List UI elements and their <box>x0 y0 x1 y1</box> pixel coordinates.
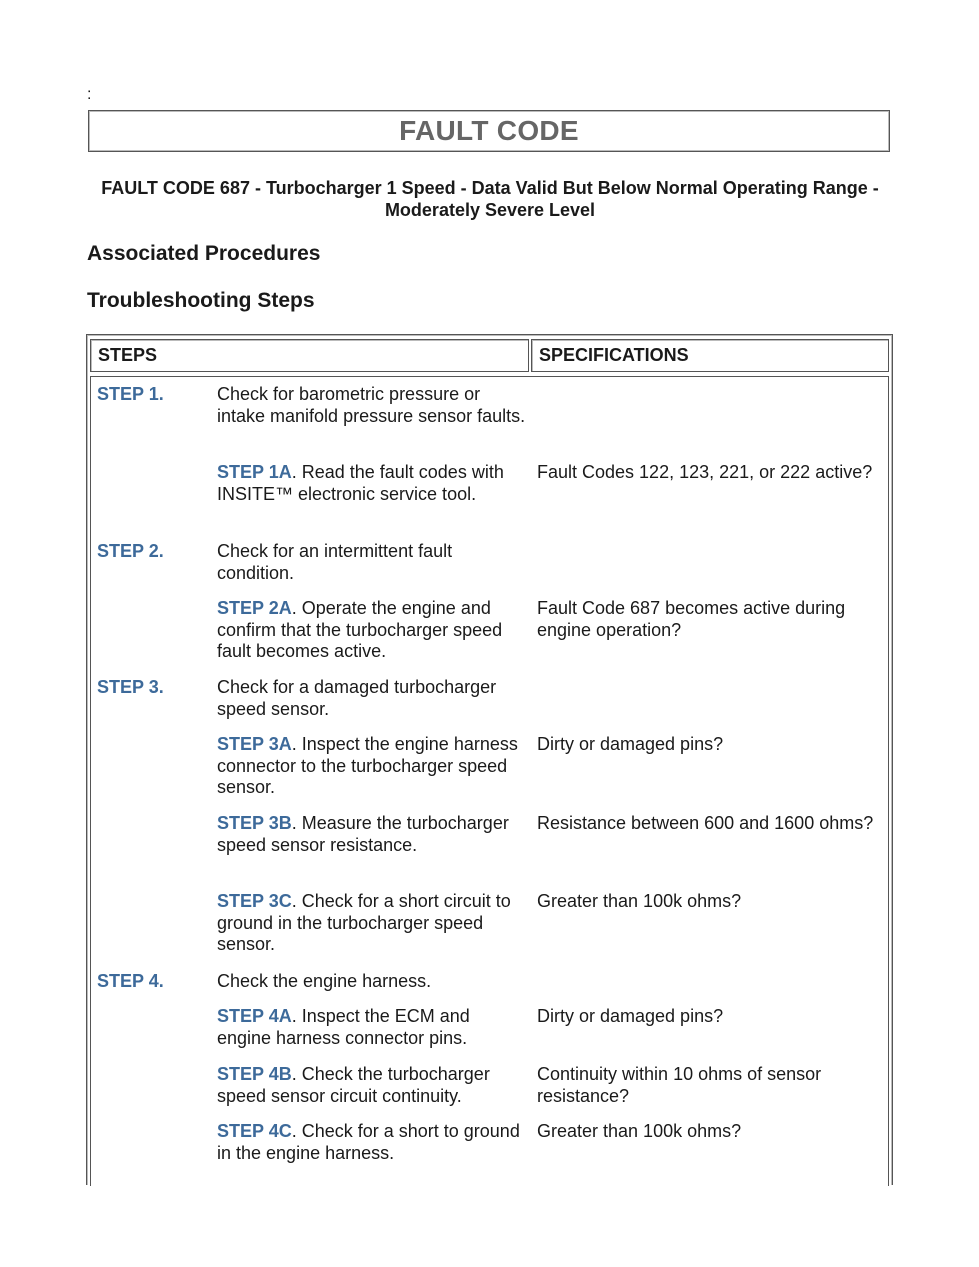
page-title: FAULT CODE <box>399 115 579 146</box>
header-steps: STEPS <box>90 339 529 372</box>
substep-description: STEP 4A. Inspect the ECM and engine harness connector pins. <box>217 1006 470 1048</box>
substep-link[interactable]: STEP 3C <box>217 891 292 911</box>
step-number[interactable]: STEP 4. <box>97 971 164 991</box>
substep-link[interactable]: STEP 3B <box>217 813 292 833</box>
substep-link[interactable]: STEP 2A <box>217 598 292 618</box>
step-number[interactable]: STEP 3. <box>97 677 164 697</box>
substep-description: STEP 4B. Check the turbocharger speed sensor circuit continuity. <box>217 1064 490 1106</box>
step-specification: Dirty or damaged pins? <box>537 1006 724 1026</box>
title-banner <box>88 110 890 152</box>
page-prefix: : <box>87 86 92 103</box>
step-number[interactable]: STEP 2. <box>97 541 164 561</box>
substep-link[interactable]: STEP 3A <box>217 734 292 754</box>
troubleshooting-steps-heading: Troubleshooting Steps <box>87 289 315 312</box>
step-description: Check for a damaged turbocharger speed sensor. <box>217 677 497 719</box>
step-specification: Continuity within 10 ohms of sensor resistance? <box>537 1064 822 1106</box>
substep-description: STEP 2A. Operate the engine and confirm that the turbocharger speed fault becomes active. <box>217 598 503 661</box>
step-description: Check the engine harness. <box>217 971 432 991</box>
substep-link[interactable]: STEP 4C <box>217 1121 292 1141</box>
associated-procedures-heading[interactable]: Associated Procedures <box>87 242 321 265</box>
substep-description: STEP 3B. Measure the turbocharger speed sensor resistance. <box>217 813 509 855</box>
substep-link[interactable]: STEP 4A <box>217 1006 292 1026</box>
step-specification: Fault Code 687 becomes active during engine operation? <box>537 598 846 640</box>
substep-description: STEP 3C. Check for a short circuit to ground in the turbocharger speed sensor. <box>217 891 511 954</box>
substep-description: STEP 1A. Read the fault codes with INSITE™ electronic service tool. <box>217 462 504 504</box>
step-description: Check for an intermittent fault condition. <box>217 541 453 583</box>
step-specification: Greater than 100k ohms? <box>537 1121 742 1141</box>
substep-link[interactable]: STEP 1A <box>217 462 292 482</box>
step-specification: Dirty or damaged pins? <box>537 734 724 754</box>
step-number[interactable]: STEP 1. <box>97 384 164 404</box>
step-specification: Resistance between 600 and 1600 ohms? <box>537 813 874 833</box>
substep-description: STEP 3A. Inspect the engine harness connector to the turbocharger speed sensor. <box>217 734 518 797</box>
substep-description: STEP 4C. Check for a short to ground in the engine harness. <box>217 1121 520 1163</box>
substep-link[interactable]: STEP 4B <box>217 1064 292 1084</box>
step-specification: Fault Codes 122, 123, 221, or 222 active? <box>537 462 873 482</box>
step-specification: Greater than 100k ohms? <box>537 891 742 911</box>
step-description: Check for barometric pressure or intake manifold pressure sensor faults. <box>217 384 526 426</box>
fault-code-heading: FAULT CODE 687 - Turbocharger 1 Speed - Data Valid But Below Normal Operating Range - Moderately Severe Level <box>101 178 879 220</box>
header-specifications: SPECIFICATIONS <box>531 339 889 372</box>
